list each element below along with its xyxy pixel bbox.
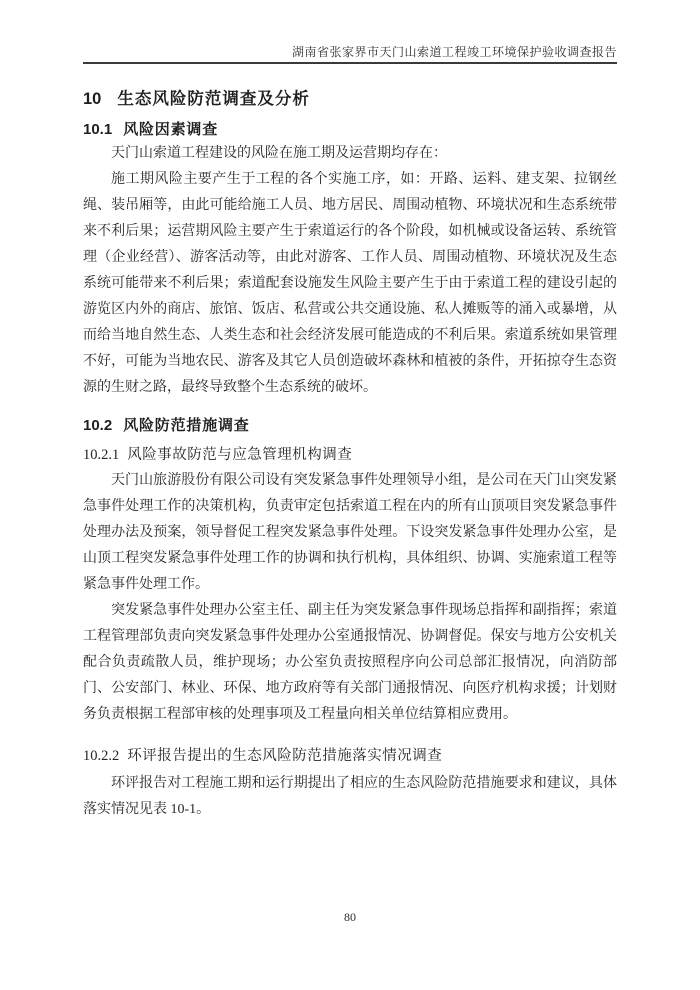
section-heading-10-2-1 — [83, 443, 617, 464]
heading-number: 10.1 — [83, 121, 113, 138]
heading-number: 10.2 — [83, 417, 113, 434]
section-heading-10-2-2 — [83, 744, 617, 765]
heading-number: 10.2.2 — [83, 748, 120, 764]
heading-title: 风险因素调查 — [123, 121, 219, 138]
paragraph-emergency-office-duties: 突发紧急事件处理办公室主任、副主任为突发紧急事件现场总指挥和副指挥；索道工程管理部负责向突发紧急事件处理办公室通报情况、协调督促。保安与地方公安机关配合负责疏散人员，维护现场；办公室负责按照程序向公司总部汇报情况，向消防部门、公安部门、林业、环保、地方政府等有关部门通报情况、向医疗机构求援；计划财务负责根据工程部审核的处理事项及工程量向相关单位结算相应费用。 — [83, 603, 617, 722]
heading-title: 风险事故防范与应急管理机构调查 — [127, 447, 353, 463]
heading-number: 10 — [83, 90, 102, 108]
paragraph-risk-intro: 天门山索道工程建设的风险在施工期及运营期均存在： — [111, 146, 447, 161]
paragraph-emergency-leadership: 天门山旅游股份有限公司设有突发紧急事件处理领导小组，是公司在天门山突发紧急事件处理工作的决策机构，负责审定包括索道工程在内的所有山顶项目突发紧急事件处理办法及预案，领导督促工程突发紧急事件处理。下设突发紧急事件处理办公室，是山顶工程突发紧急事件处理工作的协调和执行机构，具体组织、协调、实施索道工程等紧急事件处理工作。 — [83, 473, 617, 592]
heading-title: 环评报告提出的生态风险防范措施落实情况调查 — [127, 748, 443, 764]
paragraph-risk-factors: 施工期风险主要产生于工程的各个实施工序，如：开路、运料、建支架、拉钢丝绳、装吊厢等，由此可能给施工人员、地方居民、周围动植物、环境状况和生态系统带来不利后果；运营期风险主要产生于索道运行的各个阶段，如机械或设备运转、系统管理（企业经营）、游客活动等，由此对游客、工作人员、周围动植物、环境状况及生态系统可能带来不利后果；索道配套设施发生风险主要产生于由于索道工程的建设引起的游览区内外的商店、旅馆、饭店、私营或公共交通设施、私人摊贩等的涌入或暴增，从而给当地自然生态、人类生态和社会经济发展可能造成的不利后果。索道系统如果管理不好，可能为当地农民、游客及其它人员创造破坏森林和植被的条件，开拓掠夺生态资源的生财之路，最终导致整个生态系统的破坏。 — [83, 172, 617, 395]
heading-title: 风险防范措施调查 — [123, 417, 250, 434]
header-rule — [83, 62, 617, 64]
page-header-title: 湖南省张家界市天门山索道工程竣工环境保护验收调查报告 — [291, 45, 617, 59]
section-heading-10 — [83, 85, 617, 109]
heading-title: 生态风险防范调查及分析 — [117, 90, 310, 108]
heading-number: 10.2.1 — [83, 447, 120, 463]
paragraph-eia-measures: 环评报告对工程施工期和运行期提出了相应的生态风险防范措施要求和建议，具体落实情况见表 10-1。 — [83, 776, 617, 817]
page-number: 80 — [344, 910, 356, 924]
section-heading-10-2 — [83, 414, 617, 435]
section-heading-10-1 — [83, 118, 617, 139]
